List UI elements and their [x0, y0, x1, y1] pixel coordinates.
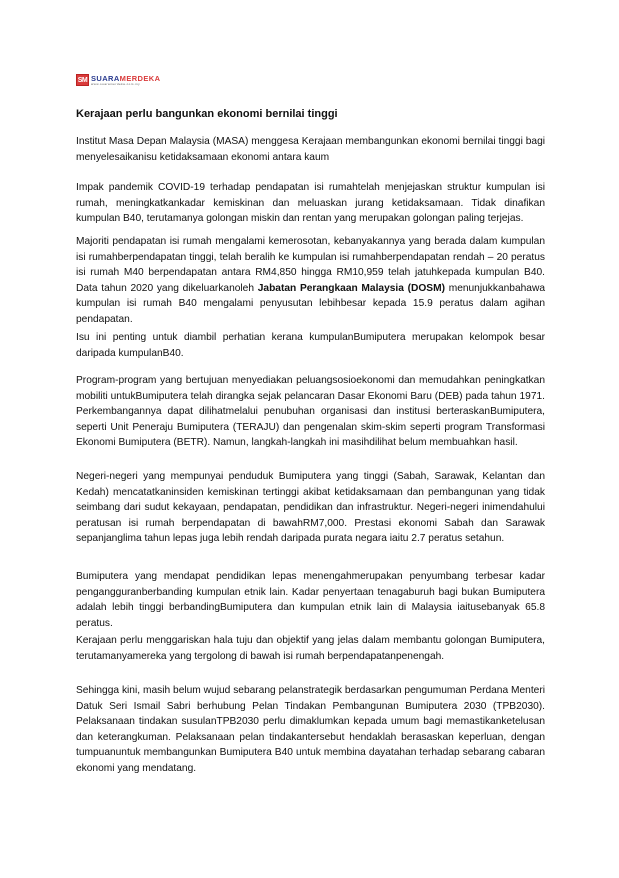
paragraph-2: Impak pandemik COVID-19 terhadap pendapatan isi rumahtelah menjejaskan struktur kumpulan isi rumah, meningkatkankadar kemiskinan dan meluaskan jurang ketidaksamaan. Tidak dinafikan kumpulan B40, terutamanya golongan miskin dan rentan yang merupakan golongan paling terjejas.	[76, 182, 545, 224]
paragraph-8: Kerajaan perlu menggariskan hala tuju dan objektif yang jelas dalam membantu golongan Bumiputera, terutamanyamereka yang tergolong di bawah isi rumah berpendapatanpenengah.	[76, 635, 545, 662]
logo-text	[91, 75, 160, 86]
paragraph-5: Program-program yang bertujuan menyediakan peluangsosioekonomi dan memudahkan peningkatkan mobiliti untukBumiputera telah dirangka sejak pelancaran Dasar Ekonomi Baru (DEB) pada tahun 1971. Perkembangannya dapat dilihatmelalui penubuhan organisasi dan institusi berteraskanBumiputera, seperti Unit Peneraju Bumiputera (TERAJU) dan pengenalan skim-skim seperti program Transformasi Ekonomi Bumiputera (BETR). Namun, langkah-langkah ini masihdilihat belum membuahkan hasil.	[76, 375, 545, 448]
article-headline: Kerajaan perlu bangunkan ekonomi bernilai tinggi	[76, 108, 338, 120]
suaramerdeka-logo	[76, 74, 160, 86]
logo-mark-icon: SM	[76, 74, 89, 86]
paragraph-9: Sehingga kini, masih belum wujud sebarang pelanstrategik berdasarkan pengumuman Perdana Menteri Datuk Seri Ismail Sabri berhubung Pelan Tindakan Pembangunan Bumiputera 2030 (TPB2030). Pelaksanaan tindakan susulanTPB2030 perlu dimaklumkan kepada umum bagi memastikanketelusan dan keterangkuman. Pelaksanaan pelan tindakantersebut hendaklah berasaskan keperluan, dengan tumpuanuntuk membangunkan Bumiputera B40 untuk membina dayatahan terhadap sebarang cabaran ekonomi yang mendatang.	[76, 685, 545, 774]
paragraph-7: Bumiputera yang mendapat pendidikan lepas menengahmerupakan penyumbang terbesar kadar pengangguranberbanding kumpulan etnik lain. Kadar penyertaan tenagaburuh bagi bukan Bumiputera adalah lebih tinggi berbandingBumiputera dan kumpulan etnik lain di Malaysia iaitusebanyak 65.8 peratus.	[76, 571, 545, 629]
paragraph-1: Institut Masa Depan Malaysia (MASA) menggesa Kerajaan membangunkan ekonomi bernilai tinggi bagi menyelesaikanisu ketidaksamaan ekonomi antara kaum	[76, 136, 545, 163]
paragraph-4: Isu ini penting untuk diambil perhatian kerana kumpulanBumiputera merupakan kelompok besar daripada kumpulanB40.	[76, 332, 545, 359]
paragraph-3-before: Majoriti pendapatan isi rumah mengalami kemerosotan, kebanyakannya yang berada dalam kumpulan isi rumahberpendapatan tinggi, telah beralih ke kumpulan isi rumahberpendapatan rendah – 20 peratus isi rumah M40 berpendapatan antara RM4,850 hingga RM10,959 telah jatuhkepada kumpulan B40. Data tahun 2020 yang dikeluarkanoleh	[76, 236, 545, 294]
paragraph-3	[76, 234, 545, 327]
dosm-bold: Jabatan Perangkaan Malaysia (DOSM)	[257, 282, 445, 294]
logo-url: www.suaramerdeka.com.my	[91, 81, 141, 86]
logo-name-part2: MERDEKA	[119, 73, 161, 83]
paragraph-6: Negeri-negeri yang mempunyai penduduk Bumiputera yang tinggi (Sabah, Sarawak, Kelantan dan Kedah) mencatatkaninsiden kemiskinan tertinggi akibat ketidaksamaan dan pembangunan yang tidak seimbang dari sudut kekayaan, pendapatan, pendidikan dan infrastruktur. Negeri-negeri inimendahului peratusan isi rumah berpendapatan di bawahRM7,000. Prestasi ekonomi Sabah dan Sarawak sepanjanglima tahun lepas juga lebih rendah daripada purata negara iaitu 2.7 peratus setahun.	[76, 471, 545, 544]
paragraph-3-after: menunjukkanbahawa kumpulan isi rumah B40 mengalami penyusutan lebihbesar kepada 15.9 peratus dalam agihan pendapatan.	[76, 282, 545, 325]
logo-name-part1: SUARA	[91, 73, 120, 83]
